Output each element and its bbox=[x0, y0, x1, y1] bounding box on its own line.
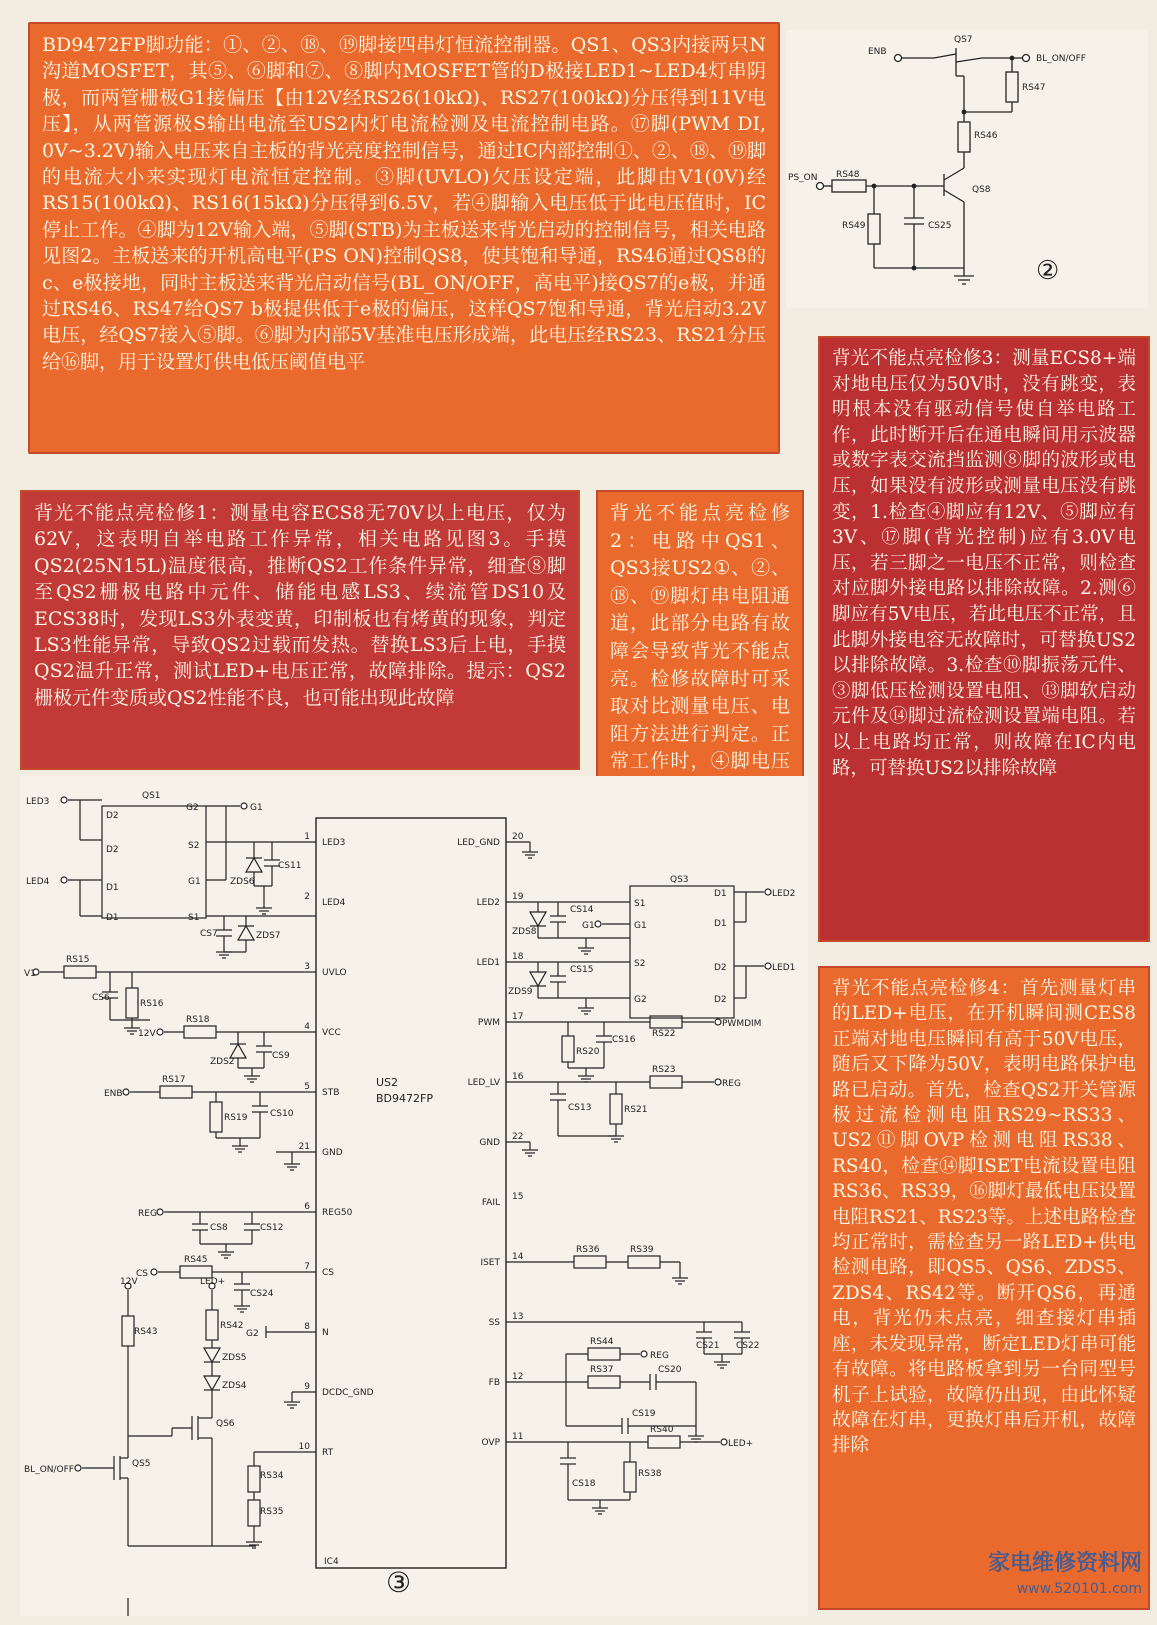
rs46-label: RS46 bbox=[974, 131, 998, 141]
ic-pin-number: 4 bbox=[304, 1022, 310, 1032]
rs48-label: RS48 bbox=[836, 170, 860, 180]
repair-2-text: 背光不能点亮检修2：电路中QS1、QS3接US2①、②、⑱、⑲脚灯串电阻通道，此部分电路有故障会导致背光不能点亮。检修故障时可采取对比测量电压、电阻方法进行判定。正常工作时，④脚电压 bbox=[610, 502, 790, 773]
rs44-label: RS44 bbox=[590, 1337, 614, 1347]
pin-function-panel bbox=[28, 22, 780, 454]
g2b-label: G2 bbox=[246, 1329, 259, 1339]
zds4-label: ZDS4 bbox=[222, 1381, 247, 1391]
qs7-label: QS7 bbox=[954, 35, 973, 45]
figure-3-svg bbox=[20, 776, 808, 1616]
ic-pin-name-dcdc_gnd: DCDC_GND bbox=[322, 1388, 374, 1398]
zds8-label: ZDS8 bbox=[512, 927, 537, 937]
ic-pin-number: 14 bbox=[512, 1252, 524, 1262]
ic-pin-number: 2 bbox=[304, 892, 310, 902]
ledp-label: LED+ bbox=[200, 1277, 226, 1287]
cs24-label: CS24 bbox=[250, 1289, 274, 1299]
ledp2-label: LED+ bbox=[728, 1439, 754, 1449]
qs3-d2: D2 bbox=[714, 963, 727, 973]
rs19-label: RS19 bbox=[224, 1113, 248, 1123]
ic-pin-name-n: N bbox=[322, 1328, 329, 1338]
ic-pin-number: 7 bbox=[304, 1262, 310, 1272]
ic-pin-name-ss: SS bbox=[488, 1318, 500, 1328]
ic-pin-number: 19 bbox=[512, 892, 524, 902]
pin-function-text: BD9472FP脚功能：①、②、⑱、⑲脚接四串灯恒流控制器。QS1、QS3内接两只N沟道MOSFET，其⑤、⑥脚和⑦、⑧脚内MOSFET管的D极接LED1~LED4灯串阴极，而两管栅极G1接偏压【由12V经RS26(10kΩ)、RS27(100kΩ)分压得到11V电压】，从两管源极S输出电流至US2内灯电流检测及电流控制电路。⑰脚(PWM DI, 0V~3.2V)输入电压来自主板的背光亮度控制信号，通过IC内部控制①、②、⑱、⑲脚的电流大小来实现灯电流恒定控制。③脚(UVLO)欠压设定端，此脚由V1(0V)经RS15(100kΩ)、RS16(15kΩ)分压得到6.5V，若④脚输入电压低于此电压值时，IC停止工作。④脚为12V输入端，⑤脚(STB)为主板送来背光启动的控制信号，相关电路见图2。主板送来的开机高电平(PS ON)控制QS8，使其饱和导通，RS46通过QS8的c、e极接地，同时主板送来背光启动信号(BL_ON/OFF，高电平)接QS7的e极，并通过RS46、RS47给QS7 b极提供低于e极的偏压，这样QS7饱和导通，背光启动3.2V电压，经QS7接入⑤脚。⑥脚为内部5V基准电压形成端，此电压经RS23、RS21分压给⑯脚，用于设置灯供电低压阈值电平 bbox=[42, 34, 766, 373]
cs12-label: CS12 bbox=[260, 1223, 284, 1233]
cs11-label: CS11 bbox=[278, 861, 302, 871]
cs13-label: CS13 bbox=[568, 1103, 592, 1113]
led1-label: LED1 bbox=[772, 963, 796, 973]
rs34-label: RS34 bbox=[260, 1471, 284, 1481]
zds2-label: ZDS2 bbox=[210, 1057, 235, 1067]
rs20-label: RS20 bbox=[576, 1047, 600, 1057]
rs23-label: RS23 bbox=[652, 1065, 676, 1075]
qs1-g1: G1 bbox=[188, 877, 201, 887]
rs47-label: RS47 bbox=[1022, 83, 1046, 93]
ic-pin-number: 8 bbox=[304, 1322, 310, 1332]
v12-label: 12V bbox=[138, 1029, 156, 1039]
ic-pin-name-iset: ISET bbox=[480, 1258, 500, 1268]
rs22-label: RS22 bbox=[652, 1029, 676, 1039]
ic-pin-name-vcc: VCC bbox=[322, 1028, 341, 1038]
qs1-d2: D2 bbox=[106, 811, 119, 821]
rs21-label: RS21 bbox=[624, 1105, 648, 1115]
led2-label: LED2 bbox=[772, 889, 796, 899]
ic-pin-name-fb: FB bbox=[488, 1378, 500, 1388]
ic-pin-name-stb: STB bbox=[322, 1088, 340, 1098]
ic-pin-name-led_gnd: LED_GND bbox=[457, 838, 500, 848]
ic-pin-number: 21 bbox=[298, 1142, 310, 1152]
ic-pin-number: 11 bbox=[512, 1432, 524, 1442]
rs49-label: RS49 bbox=[842, 221, 866, 231]
rs42-label: RS42 bbox=[220, 1321, 244, 1331]
enb-label: ENB bbox=[104, 1089, 123, 1099]
ic-pin-name-fail: FAIL bbox=[481, 1198, 500, 1208]
rs38-label: RS38 bbox=[638, 1469, 662, 1479]
ic-pin-name-led3: LED3 bbox=[322, 838, 346, 848]
zds6-label: ZDS6 bbox=[230, 877, 255, 887]
ic-pin-name-reg50: REG50 bbox=[322, 1208, 353, 1218]
ic-pin-name-gnd: GND bbox=[479, 1138, 500, 1148]
qs3-d1: D1 bbox=[714, 889, 727, 899]
ic-pin-name-led2: LED2 bbox=[476, 898, 500, 908]
ic-pin-number: 20 bbox=[512, 832, 524, 842]
ic-pin-name-ovp: OVP bbox=[481, 1438, 500, 1448]
rs43-label: RS43 bbox=[134, 1327, 158, 1337]
ic-pin-number: 10 bbox=[298, 1442, 310, 1452]
rs35-label: RS35 bbox=[260, 1507, 284, 1517]
qs5-label: QS5 bbox=[132, 1459, 151, 1469]
qs6-label: QS6 bbox=[216, 1419, 235, 1429]
bl-label: BL_ON/OFF bbox=[24, 1465, 74, 1475]
watermark-brand: 家电维修资料网 bbox=[987, 1551, 1142, 1577]
cs25-label: CS25 bbox=[928, 221, 952, 231]
cs16-label: CS16 bbox=[612, 1035, 636, 1045]
ic-pin-name-uvlo: UVLO bbox=[322, 968, 347, 978]
repair-3-text: 背光不能点亮检修3：测量ECS8+端对地电压仅为50V时，没有跳变，表明根本没有驱动信号使自举电路工作，此时断开后在通电瞬间用示波器或数字表交流挡监测⑧脚的波形或电压，如果没有波形或测量电压没有跳变，1.检查④脚应有12V、⑤脚应有3V、⑰脚(背光控制)应有3.0V电压，若三脚之一电压不正常，则检查对应脚外接电路以排除故障。2.测⑥脚应有5V电压，若此电压不正常，且此脚外接电容无故障时，可替换US2以排除故障。3.检查⑩脚振荡元件、③脚低压检测设置电阻、⑬脚软启动元件及⑭脚过流检测设置端电阻。若以上电路均正常，则故障在IC内电路，可替换US2以排除故障 bbox=[832, 348, 1136, 779]
qs3-d1b: D1 bbox=[714, 919, 727, 929]
g1-right-label: G1 bbox=[582, 921, 595, 931]
ic-pin-number: 3 bbox=[304, 962, 310, 972]
watermark bbox=[988, 1551, 1142, 1602]
figure-2-schematic bbox=[786, 30, 1148, 308]
ic-pin-number: 22 bbox=[512, 1132, 524, 1142]
qs8-label: QS8 bbox=[972, 185, 991, 195]
cs9-label: CS9 bbox=[272, 1051, 290, 1061]
pson-label: PS_ON bbox=[788, 173, 818, 183]
qs1-d2b: D2 bbox=[106, 845, 119, 855]
ic-ref: IC4 bbox=[324, 1557, 339, 1567]
ic-pin-name-cs: CS bbox=[322, 1268, 334, 1278]
qs1-label: QS1 bbox=[142, 791, 161, 801]
zds9-label: ZDS9 bbox=[508, 987, 533, 997]
ic-pin-number: 6 bbox=[304, 1202, 310, 1212]
qs3-g1: G1 bbox=[634, 921, 647, 931]
qs1-s2: S2 bbox=[188, 841, 200, 851]
qs1-d1b: D1 bbox=[106, 913, 119, 923]
cs-label: CS bbox=[136, 1269, 148, 1279]
ic-pin-name-led4: LED4 bbox=[322, 898, 346, 908]
cs7-label: CS7 bbox=[200, 929, 218, 939]
watermark-url: www.520101.com bbox=[1016, 1580, 1142, 1597]
ic-pin-number: 12 bbox=[512, 1372, 524, 1382]
figure-2-svg bbox=[786, 30, 1148, 308]
cs19-label: CS19 bbox=[632, 1409, 656, 1419]
qs1-g2: G2 bbox=[186, 803, 199, 813]
repair-4-text: 背光不能点亮检修4：首先测量灯串的LED+电压，在开机瞬间测CES8正端对地电压瞬间有高于50V电压，随后又下降为50V，表明电路保护电路已启动。首先，检查QS2开关管源极过流检测电阻RS29~RS33、US2⑪脚OVP检测电阻RS38、RS40，检查⑭脚ISET电流设置电阻RS36、RS39，⑯脚灯最低电压设置电阻RS21、RS23等。上述电路检查均正常时，需检查另一路LED+供电检测电路，即QS5、QS6、ZDS5、ZDS4、RS42等。断开QS6，再通电，背光仍未点亮，细查接灯串插座，未发现异常，断定LED灯串可能有故障。将电路板拿到另一台同型号机子上试验，故障仍出现，由此怀疑故障在灯串，更换灯串后开机，故障排除 bbox=[832, 978, 1136, 1457]
rs15-label: RS15 bbox=[66, 955, 90, 965]
qs1-s1: S1 bbox=[188, 913, 200, 923]
repair-3-panel bbox=[818, 336, 1150, 942]
v1-label: V1 bbox=[24, 969, 36, 979]
ic-pin-number: 5 bbox=[304, 1082, 310, 1092]
rs40-label: RS40 bbox=[650, 1425, 674, 1435]
repair-1-panel bbox=[20, 490, 580, 770]
rs39-label: RS39 bbox=[630, 1245, 654, 1255]
qs3-g2: G2 bbox=[634, 995, 647, 1005]
ic-name: US2 bbox=[376, 1076, 399, 1089]
figure-3-schematic bbox=[20, 776, 808, 1616]
figure-3-labels bbox=[24, 791, 795, 1567]
ic-pin-name-gnd: GND bbox=[322, 1148, 343, 1158]
g1-label: G1 bbox=[250, 803, 263, 813]
ic-pin-name-led_lv: LED_LV bbox=[467, 1078, 500, 1088]
ic-part: BD9472FP bbox=[376, 1092, 433, 1105]
reg-label: REG bbox=[138, 1209, 157, 1219]
figure-3-number: ③ bbox=[386, 1566, 412, 1599]
ic-pin-number: 1 bbox=[304, 832, 310, 842]
bl-label: BL_ON/OFF bbox=[1036, 54, 1086, 64]
cs22-label: CS22 bbox=[736, 1341, 760, 1351]
led4-label: LED4 bbox=[26, 877, 50, 887]
enb-label: ENB bbox=[868, 47, 887, 57]
cs6-label: CS6 bbox=[92, 993, 110, 1003]
ic-pin-number: 13 bbox=[512, 1312, 524, 1322]
cs18-label: CS18 bbox=[572, 1479, 596, 1489]
rs37-label: RS37 bbox=[590, 1365, 614, 1375]
qs3-s2: S2 bbox=[634, 959, 646, 969]
ic-pin-number: 9 bbox=[304, 1382, 310, 1392]
ic-pin-number: 18 bbox=[512, 952, 524, 962]
ic-pin-name-rt: RT bbox=[322, 1448, 334, 1458]
v12b-label: 12V bbox=[120, 1277, 138, 1287]
rs17-label: RS17 bbox=[162, 1075, 186, 1085]
qs3-label: QS3 bbox=[670, 875, 689, 885]
reg2-label: REG bbox=[650, 1351, 669, 1361]
cs21-label: CS21 bbox=[696, 1341, 720, 1351]
cs14-label: CS14 bbox=[570, 905, 594, 915]
ic-pin-number: 17 bbox=[512, 1012, 524, 1022]
reg-right-label: REG bbox=[722, 1079, 741, 1089]
repair-4-panel bbox=[818, 966, 1150, 1610]
cs10-label: CS10 bbox=[270, 1109, 294, 1119]
ic-pin-name-pwm: PWM bbox=[477, 1018, 500, 1028]
pwmdim-label: PWMDIM bbox=[722, 1019, 762, 1029]
ic-pin-number: 16 bbox=[512, 1072, 524, 1082]
rs45-label: RS45 bbox=[184, 1255, 208, 1265]
qs1-d1: D1 bbox=[106, 883, 119, 893]
rs36-label: RS36 bbox=[576, 1245, 600, 1255]
led3-label: LED3 bbox=[26, 797, 50, 807]
qs3-d2b: D2 bbox=[714, 995, 727, 1005]
qs3-s1: S1 bbox=[634, 899, 646, 909]
rs18-label: RS18 bbox=[186, 1015, 210, 1025]
cs20-label: CS20 bbox=[658, 1365, 682, 1375]
ic-pin-number: 15 bbox=[512, 1192, 524, 1202]
cs8-label: CS8 bbox=[210, 1223, 228, 1233]
cs15-label: CS15 bbox=[570, 965, 594, 975]
repair-1-text: 背光不能点亮检修1：测量电容ECS8无70V以上电压，仅为62V，这表明自举电路工作异常，相关电路见图3。手摸QS2(25N15L)温度很高，推断QS2工作条件异常，细查⑧脚至QS2栅极电路中元件、储能电感LS3、续流管DS10及ECS38时，发现LS3外表变黄，印制板也有烤黄的现象，判定LS3性能异常，导致QS2过载而发热。替换LS3后上电，手摸QS2温升正常，测试LED+电压正常，故障排除。提示：QS2栅极元件变质或QS2性能不良，也可能出现此故障 bbox=[34, 502, 566, 709]
zds7-label: ZDS7 bbox=[256, 931, 281, 941]
rs16-label: RS16 bbox=[140, 999, 164, 1009]
zds5-label: ZDS5 bbox=[222, 1353, 247, 1363]
figure-2-number: ② bbox=[1036, 256, 1060, 286]
ic-pin-name-led1: LED1 bbox=[476, 958, 500, 968]
